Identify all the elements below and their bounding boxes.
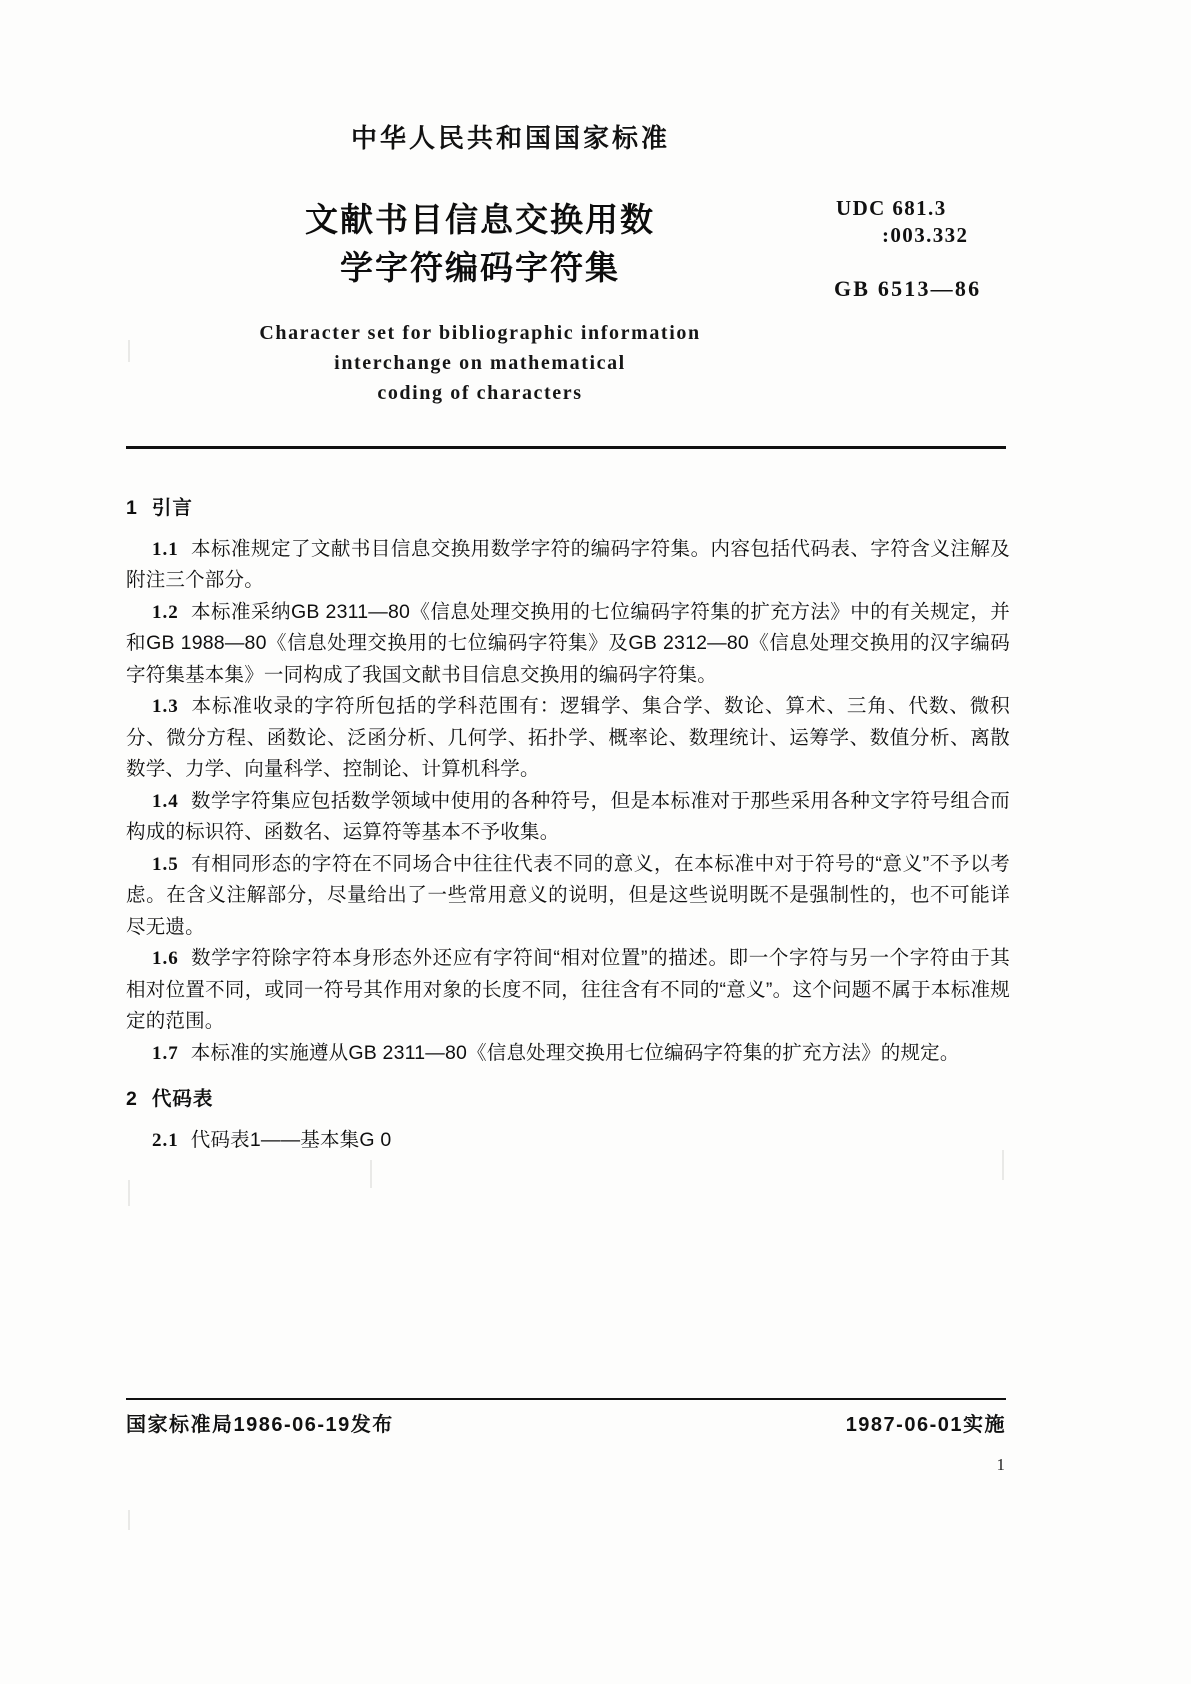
clause-1-2 <box>126 597 1010 692</box>
national-standard-line: 中华人民共和国国家标准 <box>350 123 670 153</box>
header-divider-rule <box>126 446 1006 449</box>
clause-1-5 <box>126 849 1010 944</box>
clause-1-6-number: 1.6 <box>152 948 179 969</box>
clause-1-6 <box>126 943 1010 1038</box>
footer-divider-rule <box>126 1398 1006 1400</box>
scan-speckle <box>128 1180 130 1206</box>
clause-1-7 <box>126 1038 1010 1070</box>
page-title-en-line3: coding of characters <box>377 382 583 404</box>
clause-1-4 <box>126 786 1010 849</box>
issue-date-label: 国家标准局1986-06-19发布 <box>126 1414 394 1436</box>
clause-1-5-text: 有相同形态的字符在不同场合中往往代表不同的意义，在本标准中对于符号的“意义”不予以考虑。在含义注解部分，尽量给出了一些常用意义的说明，但是这些说明既不是强制性的，也不可能详尽无遗。 <box>126 852 1010 938</box>
clause-1-3-number: 1.3 <box>152 696 179 717</box>
udc-code-line2: :003.332 <box>882 223 969 247</box>
scan-speckle <box>128 1510 130 1530</box>
section-2-number: 2 <box>126 1088 138 1110</box>
clause-1-4-text: 数学字符集应包括数学领域中使用的各种符号，但是本标准对于那些采用各种文字符号组合而构成的标识符、函数名、运算符等基本不予收集。 <box>126 789 1010 843</box>
section-1-number: 1 <box>126 497 138 519</box>
udc-code-line1: UDC 681.3 <box>836 196 947 220</box>
section-1-title: 引言 <box>151 497 193 519</box>
document-body <box>126 478 1010 1156</box>
standard-number: GB 6513—86 <box>834 276 982 301</box>
clause-1-7-number: 1.7 <box>152 1042 179 1064</box>
page-title-en <box>180 318 780 408</box>
clause-1-1 <box>126 534 1010 597</box>
clause-1-6-text: 数学字符除字符本身形态外还应有字符间“相对位置”的描述。即一个字符与另一个字符由于其相对位置不同，或同一符号其作用对象的长度不同，往往含有不同的“意义”。这个问题不属于本标准规定的范围。 <box>126 947 1010 1032</box>
clause-2-1-text: 代码表1——基本集G 0 <box>190 1128 392 1151</box>
clause-1-5-number: 1.5 <box>152 853 179 875</box>
page-title-en-line2: interchange on mathematical <box>334 352 626 374</box>
clause-1-3-text: 本标准收录的字符所包括的学科范围有：逻辑学、集合学、数论、算术、三角、代数、微积分、微分方程、函数论、泛函分析、几何学、拓扑学、概率论、数理统计、运筹学、数值分析、离散数学、力学、向量科学、控制论、计算机科学。 <box>126 695 1010 780</box>
masthead <box>0 118 1191 155</box>
clause-1-1-number: 1.1 <box>152 538 179 560</box>
clause-2-1-number: 2.1 <box>152 1129 179 1151</box>
page-title-en-line1: Character set for bibliographic information <box>259 322 701 344</box>
section-heading-1 <box>126 493 1010 525</box>
clause-2-1 <box>126 1125 1010 1157</box>
page-footer <box>126 1408 1006 1437</box>
page-title-cn <box>200 196 760 292</box>
effective-date-label: 1987-06-01实施 <box>845 1414 1006 1436</box>
page-number: 1 <box>996 1455 1005 1474</box>
clause-1-2-number: 1.2 <box>152 601 179 623</box>
page-title-cn-line2: 学字符编码字符集 <box>340 249 620 286</box>
section-heading-2 <box>126 1084 1010 1116</box>
clause-1-7-text: 本标准的实施遵从GB 2311—80《信息处理交换用七位编码字符集的扩充方法》的规定。 <box>190 1041 960 1064</box>
section-2-title: 代码表 <box>151 1088 214 1110</box>
scan-speckle <box>370 1160 372 1188</box>
clause-1-1-text: 本标准规定了文献书目信息交换用数学字符的编码字符集。内容包括代码表、字符含义注解及附注三个部分。 <box>126 537 1010 591</box>
standard-code-block <box>790 196 1090 302</box>
clause-1-2-text: 本标准采纳GB 2311—80《信息处理交换用的七位编码字符集的扩充方法》中的有关规定，并和GB 1988—80《信息处理交换用的七位编码字符集》及GB 2312—80《信息处理交换用的汉字编码字符集基本集》一同构成了我国文献书目信息交换用的编码字符集。 <box>126 600 1010 686</box>
page-title-cn-line1: 文献书目信息交换用数 <box>305 201 655 238</box>
clause-1-3 <box>126 691 1010 786</box>
clause-1-4-number: 1.4 <box>152 790 179 812</box>
scan-speckle <box>128 340 130 362</box>
